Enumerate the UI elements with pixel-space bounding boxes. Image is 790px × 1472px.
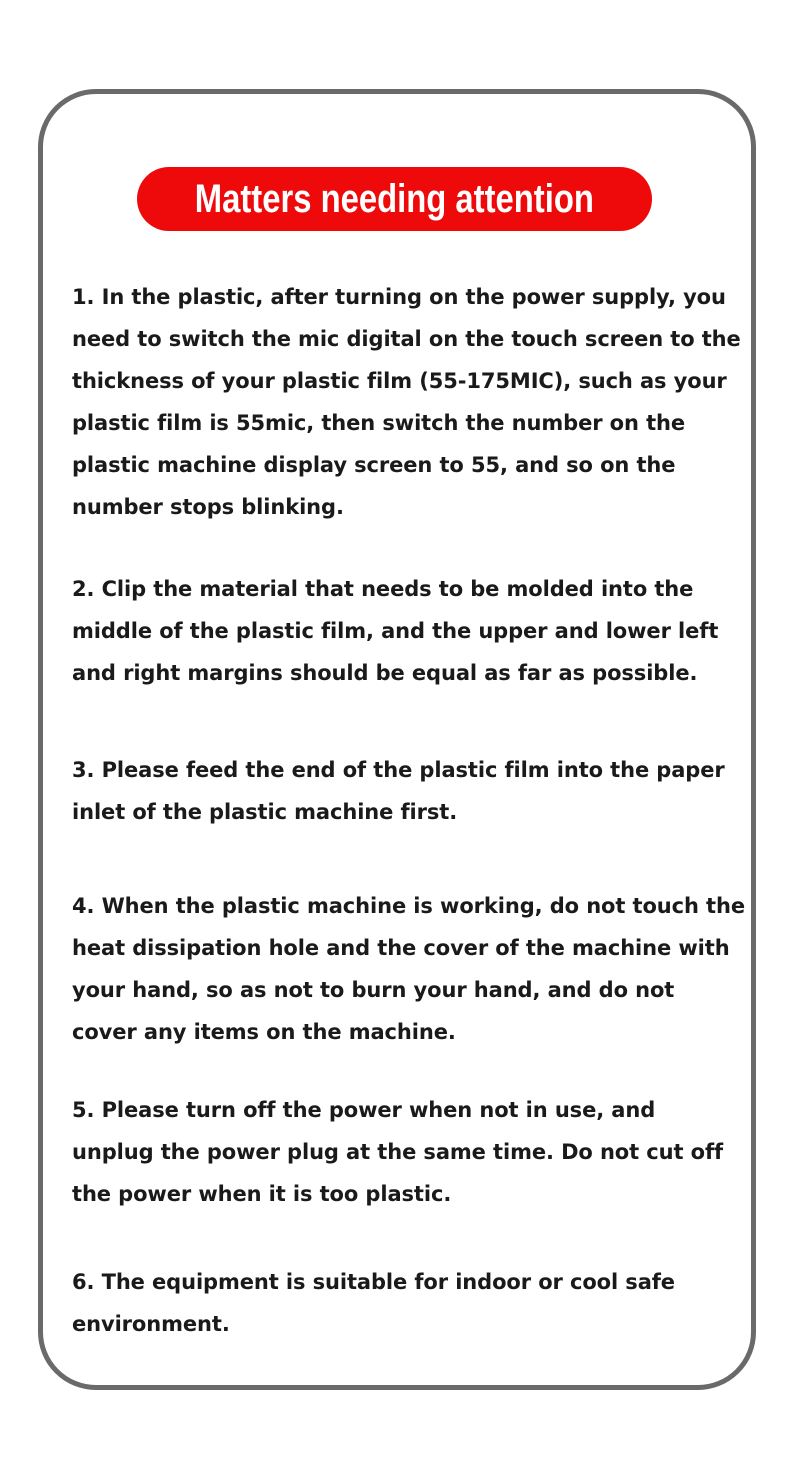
notice-item-2-line: 2. Clip the material that needs to be molded into the (72, 577, 694, 601)
page-title: Matters needing attention (194, 176, 595, 221)
notice-item-4-line: your hand, so as not to burn your hand, and do not (72, 978, 675, 1002)
notice-item-1-line: number stops blinking. (72, 495, 344, 519)
notice-item-4-line: heat dissipation hole and the cover of the machine with (72, 936, 730, 960)
notice-item-5-line: the power when it is too plastic. (72, 1182, 452, 1206)
notice-item-1-line: thickness of your plastic film (55-175MIC), such as your (72, 369, 727, 393)
notice-item-1-line: plastic machine display screen to 55, and so on the (72, 453, 676, 477)
notice-item-4-line: 4. When the plastic machine is working, do not touch the (72, 894, 745, 918)
notice-item-6-line: environment. (72, 1312, 230, 1336)
notice-item-4 (72, 885, 745, 1053)
notice-item-5-line: unplug the power plug at the same time. Do not cut off (72, 1140, 724, 1164)
notice-item-3-line: inlet of the plastic machine first. (72, 800, 458, 824)
notice-item-1-line: plastic film is 55mic, then switch the number on the (72, 411, 685, 435)
notice-item-2-line: and right margins should be equal as far as possible. (72, 661, 698, 685)
notice-item-3 (72, 749, 742, 833)
notice-item-2 (72, 568, 742, 694)
notice-item-6 (72, 1261, 742, 1345)
notice-item-1 (72, 276, 742, 528)
title-banner (137, 167, 652, 231)
notice-item-3-line: 3. Please feed the end of the plastic film into the paper (72, 758, 725, 782)
notice-item-1-line: 1. In the plastic, after turning on the power supply, you (72, 285, 726, 309)
notice-item-5-line: 5. Please turn off the power when not in use, and (72, 1098, 656, 1122)
notice-item-4-line: cover any items on the machine. (72, 1020, 456, 1044)
notice-item-1-line: need to switch the mic digital on the touch screen to the (72, 327, 741, 351)
notice-item-2-line: middle of the plastic film, and the upper and lower left (72, 619, 719, 643)
notice-item-6-line: 6. The equipment is suitable for indoor or cool safe (72, 1270, 675, 1294)
notice-item-5 (72, 1089, 742, 1215)
